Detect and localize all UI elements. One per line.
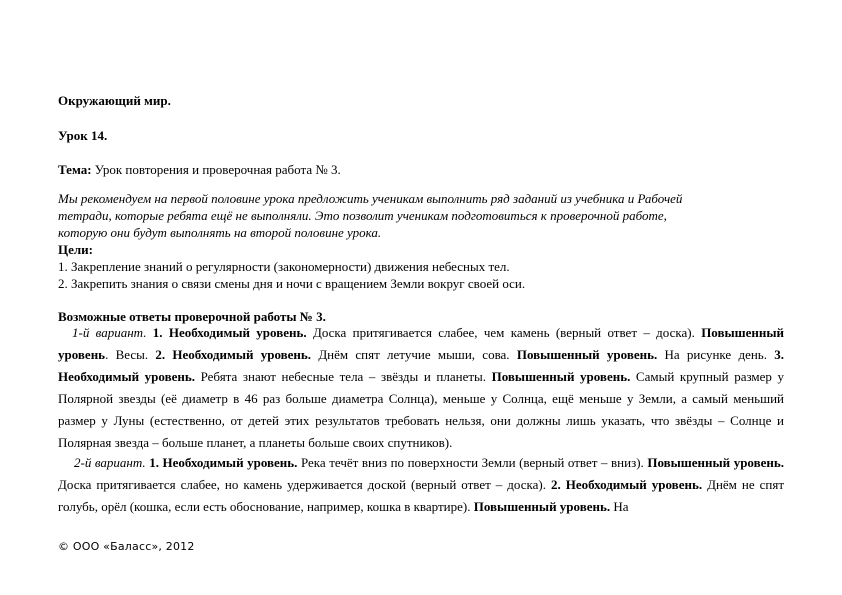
variant1-paragraph (58, 322, 784, 454)
recommendation-line: Мы рекомендуем на первой половине урока предложить ученикам выполнить ряд заданий из учебника и Рабочей (58, 191, 683, 206)
advanced-level-label: Повышенный уровень. (491, 369, 631, 384)
required-level-label: 2. Необходимый уровень. (155, 347, 312, 362)
topic-line (58, 161, 784, 178)
answer-text: Днём спят летучие мыши, сова. (311, 347, 517, 362)
answer-text: Доска притягивается слабее, но камень удерживается доской (верный ответ – доска). (58, 477, 551, 492)
answer-text: . Весы. (105, 347, 156, 362)
answer-text: На (610, 499, 629, 514)
answer-text: Ребята знают небесные тела – звёзды и планеты. (194, 369, 492, 384)
required-level-label: 1. Необходимый уровень. (145, 455, 298, 470)
required-level-label: 2. Необходимый уровень. (550, 477, 703, 492)
goal-item: 1. Закрепление знаний о регулярности (закономерности) движения небесных тел. (58, 259, 510, 274)
answer-text: На рисунке день. (657, 347, 775, 362)
recommendation-line: которую они будут выполнять на второй половине урока. (58, 225, 382, 240)
answers-heading: Возможные ответы проверочной работы № 3. (58, 309, 326, 324)
goals-section (58, 241, 784, 292)
copyright-footer: © ООО «Баласс», 2012 (58, 540, 195, 553)
subject-title: Окружающий мир. (58, 93, 171, 108)
variant2-label: 2-й вариант. (74, 455, 146, 470)
advanced-level-label: Повышенный уровень. (647, 455, 784, 470)
recommendation-line: тетради, которые ребята ещё не выполняли. Это позволит ученикам подготовиться к проверочной работе, (58, 208, 667, 223)
advanced-level-label: Повышенный уровень (58, 325, 785, 362)
advanced-level-label: Повышенный уровень. (473, 499, 611, 514)
topic-text: Урок повторения и проверочная работа № 3. (91, 162, 341, 177)
goals-heading: Цели: (58, 242, 93, 257)
lesson-number: Урок 14. (58, 128, 108, 143)
topic-label: Тема: (58, 162, 92, 177)
answer-text: Река течёт вниз по поверхности Земли (верный ответ – вниз). (297, 455, 648, 470)
answer-text: Доска притягивается слабее, чем камень (верный ответ – доска). (306, 325, 695, 340)
answer-text: Днём не спят голубь, орёл (кошка, если есть обоснование, например, кошка в квартире). (58, 477, 785, 514)
variant2-paragraph (58, 452, 784, 518)
required-level-label: 1. Необходимый уровень. (146, 325, 307, 340)
variant1-label: 1-й вариант. (72, 325, 147, 340)
goal-item: 2. Закрепить знания о связи смены дня и ночи с вращением Земли вокруг своей оси. (58, 276, 526, 291)
recommendation-paragraph (58, 190, 784, 241)
answer-text: Самый крупный размер у Полярной звезды (её диаметр в 46 раз больше диаметра Солнца), меньше у Солнца, ещё меньше у Земли, а самый меньший размер у Луны (естественно, от детей этих результатов требовать нельзя, они должны лишь указать, что звёзды – Солнце и Полярная звезда – больше планет, а планеты больше своих спутников). (58, 369, 785, 450)
advanced-level-label: Повышенный уровень. (516, 347, 658, 362)
required-level-label: 3. Необходимый уровень. (58, 347, 784, 384)
